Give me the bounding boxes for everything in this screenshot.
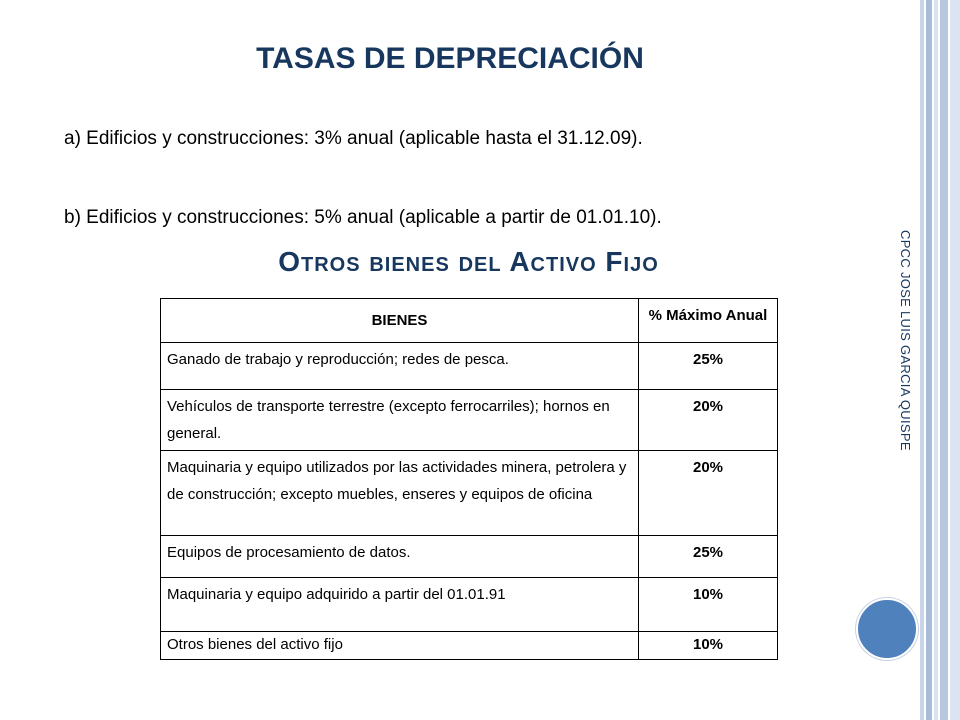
line-a: a) Edificios y construcciones: 3% anual (aplicable hasta el 31.12.09). [64, 128, 643, 149]
slide-subtitle: Otros bienes del Activo Fijo [278, 246, 659, 277]
header-rate: % Máximo Anual [639, 299, 778, 343]
row-rate: 20% [639, 390, 778, 451]
row-rate: 10% [639, 632, 778, 660]
row-item: Otros bienes del activo fijo [161, 632, 639, 660]
decorative-circle [856, 598, 918, 660]
side-stripe-1 [920, 0, 924, 720]
author-side-label: CPCC JOSE LUIS GARCIA QUISPE [898, 230, 913, 451]
side-stripe-5 [950, 0, 960, 720]
table-row [161, 343, 778, 390]
row-item: Maquinaria y equipo adquirido a partir del 01.01.91 [161, 578, 639, 632]
row-rate: 25% [639, 343, 778, 390]
header-bienes: BIENES [161, 299, 639, 343]
side-stripe-2 [926, 0, 932, 720]
row-item: Ganado de trabajo y reproducción; redes de pesca. [161, 343, 639, 390]
table-row [161, 632, 778, 660]
slide-title: TASAS DE DEPRECIACIÓN [256, 42, 644, 75]
table-row [161, 578, 778, 632]
line-b: b) Edificios y construcciones: 5% anual (aplicable a partir de 01.01.10). [64, 207, 662, 228]
table-row [161, 451, 778, 536]
table-row [161, 390, 778, 451]
row-rate: 20% [639, 451, 778, 536]
side-stripe-3 [934, 0, 938, 720]
table-row [161, 536, 778, 578]
row-rate: 25% [639, 536, 778, 578]
row-item: Equipos de procesamiento de datos. [161, 536, 639, 578]
table-header-row [161, 299, 778, 343]
row-item: Vehículos de transporte terrestre (excepto ferrocarriles); hornos en general. [161, 390, 639, 451]
depreciation-table [160, 298, 778, 660]
row-item: Maquinaria y equipo utilizados por las actividades minera, petrolera y de construcción; excepto muebles, enseres y equipos de oficina [161, 451, 639, 536]
row-rate: 10% [639, 578, 778, 632]
side-stripe-4 [940, 0, 948, 720]
